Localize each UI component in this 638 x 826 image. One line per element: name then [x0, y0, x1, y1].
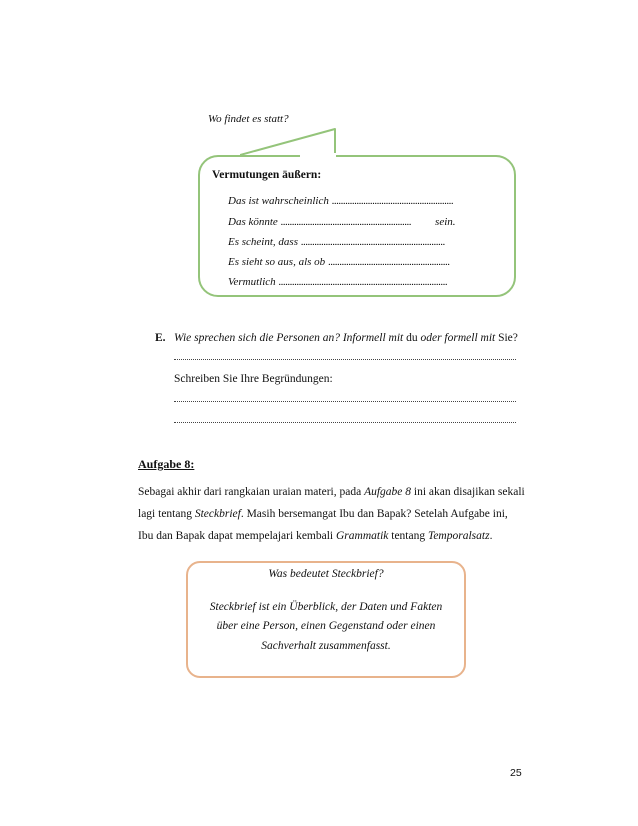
answer-line — [174, 422, 516, 423]
bubble-title: Vermutungen äußern: — [212, 169, 322, 181]
phrase-line: Das könnte .......................................................... sein. — [228, 216, 456, 228]
phrase-line: Es scheint, dass ................................................................ — [228, 236, 445, 248]
question-where: Wo findet es statt? — [208, 113, 289, 125]
answer-line — [174, 401, 516, 402]
paragraph-line: lagi tentang Steckbrief. Masih bersemangat Ibu dan Bapak? Setelah Aufgabe ini, — [138, 508, 508, 520]
speech-bubble-tail-cover — [300, 150, 340, 162]
paragraph-line: Ibu dan Bapak dapat mempelajari kembali Grammatik tentang Temporalsatz. — [138, 530, 493, 542]
exercise-label: E. — [155, 332, 166, 344]
definition-line: Steckbrief ist ein Überblick, der Daten und Fakten — [209, 601, 443, 613]
definition-title: Was bedeutet Steckbrief? — [268, 568, 384, 580]
page-number: 25 — [510, 767, 522, 779]
phrase-line: Vermutlich ........................................................................... — [228, 276, 448, 288]
exercise-subprompt: Schreiben Sie Ihre Begründungen: — [174, 373, 333, 385]
definition-line: über eine Person, einen Gegenstand oder einen — [216, 620, 436, 632]
phrase-line: Es sieht so aus, als ob ...................................................... — [228, 256, 450, 268]
phrase-line: Das ist wahrscheinlich ...................................................... — [228, 195, 454, 207]
answer-line — [174, 359, 516, 360]
aufgabe-heading: Aufgabe 8: — [138, 457, 195, 471]
paragraph-line: Sebagai akhir dari rangkaian uraian materi, pada Aufgabe 8 ini akan disajikan sekali — [138, 486, 525, 498]
exercise-question: Wie sprechen sich die Personen an? Informell mit du oder formell mit Sie? — [174, 332, 518, 344]
definition-line: Sachverhalt zusammenfasst. — [261, 640, 391, 652]
